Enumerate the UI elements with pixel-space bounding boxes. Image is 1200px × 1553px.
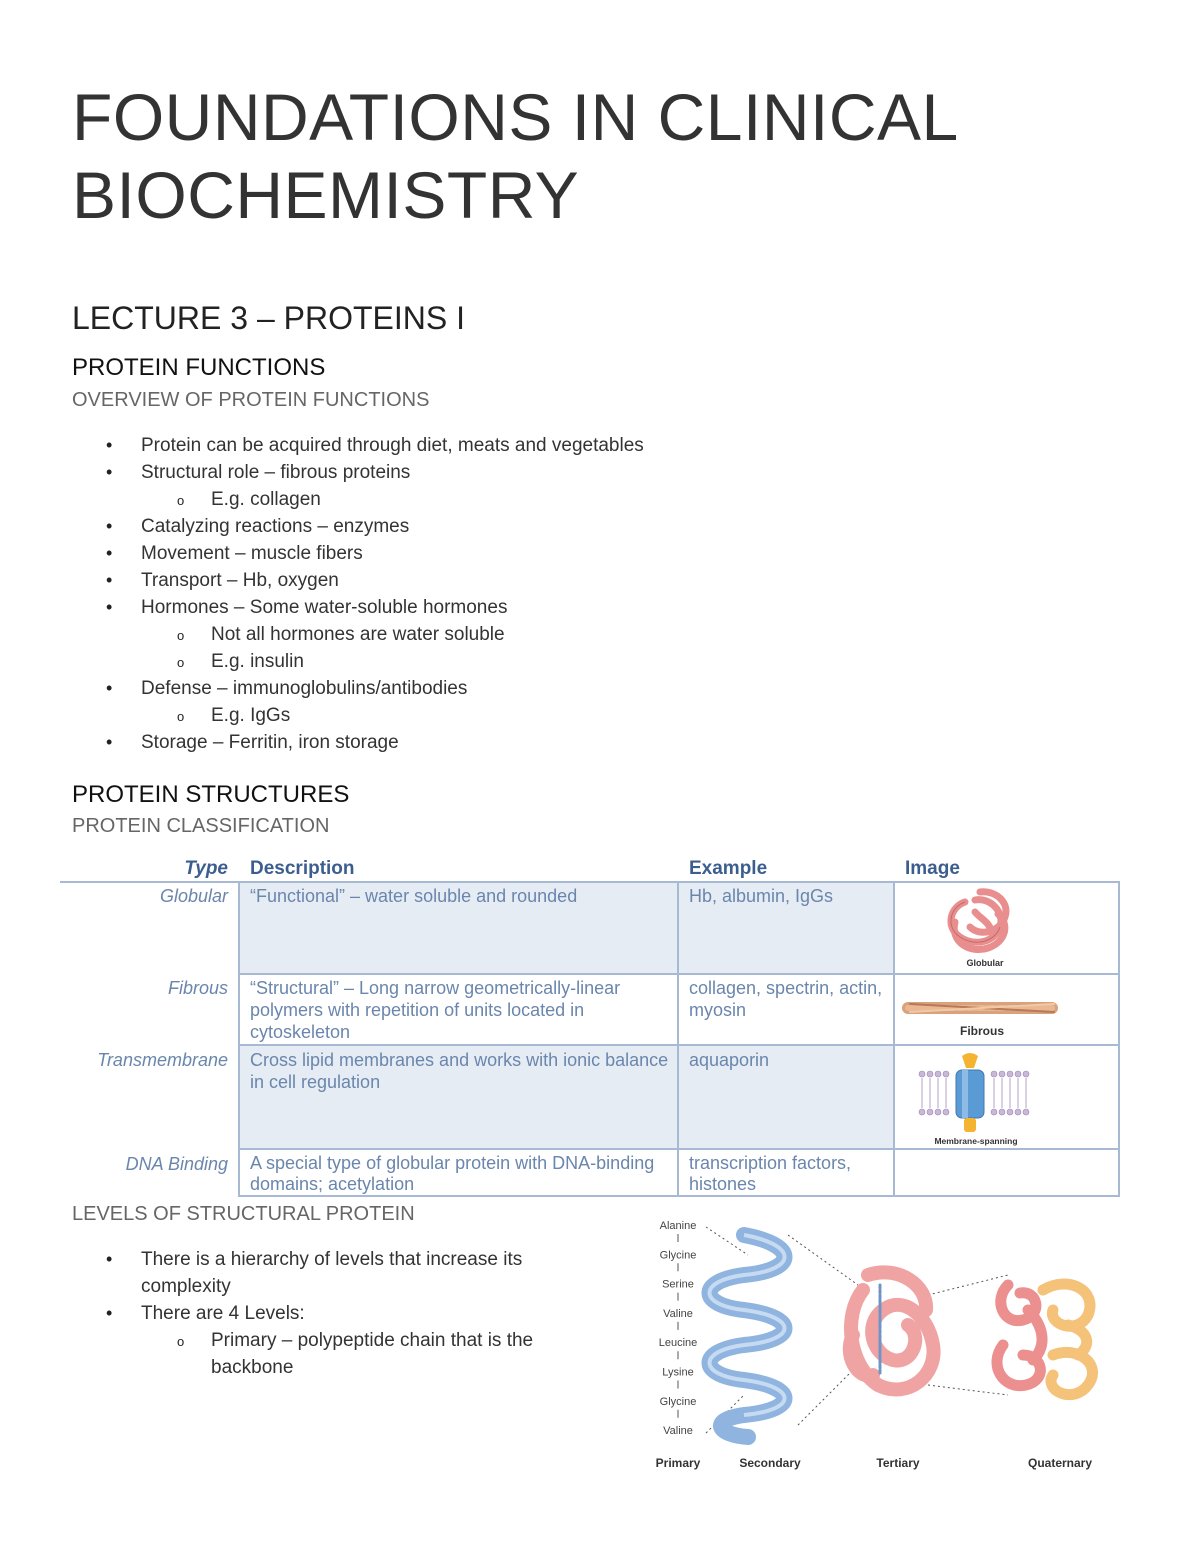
table-header-type: Type [184,858,228,879]
bullet-item: • Catalyzing reactions – enzymes [72,513,872,540]
table-header-example: Example [689,858,768,879]
table-border [238,1195,1120,1197]
fibrous-image-caption: Fibrous [960,1024,1004,1038]
amino-acid-label: Glycine [659,1395,697,1408]
amino-acid-label: Lysine [662,1366,694,1379]
table-cell-description: “Structural” – Long narrow geometrically-linear polymers with repetition of units located in cytoskeleton [250,978,621,1042]
fibrous-protein-image [902,990,1068,1042]
level-labels [656,1456,1093,1470]
structure-level-label: Tertiary [876,1456,920,1470]
bullet-item: • Hormones – Some water-soluble hormones [72,594,872,621]
sub-bullet-item: o E.g. IgGs [72,702,872,729]
sub-bullet-item: o Primary – polypeptide chain that is the backbone [72,1327,592,1381]
table-cell-type: Globular [159,886,228,906]
functions-heading: PROTEIN FUNCTIONS [72,354,326,381]
bullet-item: • There is a hierarchy of levels that increase its complexity [72,1246,592,1300]
table-border [238,973,1120,975]
bullet-item: • There are 4 Levels: [72,1300,592,1327]
table-cell-example: collagen, spectrin, actin, myosin [689,978,883,1020]
amino-acid-label: Alanine [659,1220,697,1232]
structures-heading: PROTEIN STRUCTURES [72,781,350,808]
functions-list [72,432,872,756]
amino-acid-label: Valine [663,1307,693,1320]
structure-level-label: Primary [655,1456,701,1470]
table-cell-description: A special type of globular protein with DNA-binding domains; acetylation [250,1153,655,1194]
table-header-description: Description [250,858,355,879]
lecture-title: LECTURE 3 – PROTEINS I [72,300,465,336]
table-cell-example: Hb, albumin, IgGs [689,886,834,906]
globular-image-caption: Globular [966,958,1004,968]
bullet-item: • Transport – Hb, oxygen [72,567,872,594]
table-cell-example: aquaporin [689,1050,770,1070]
bullet-item: • Structural role – fibrous proteins [72,459,872,486]
protein-structure-levels-figure [648,1215,1108,1485]
bullet-item: • Defense – immunoglobulins/antibodies [72,675,872,702]
levels-subheading: LEVELS OF STRUCTURAL PROTEIN [72,1203,415,1225]
tertiary-structure [850,1272,934,1389]
structures-subheading: PROTEIN CLASSIFICATION [72,815,330,837]
table-header-image: Image [905,858,960,879]
structure-level-label: Secondary [739,1456,801,1470]
table-cell-description: Cross lipid membranes and works with ionic balance in cell regulation [250,1050,669,1092]
table-cell-type: DNA Binding [125,1154,228,1174]
functions-subheading: OVERVIEW OF PROTEIN FUNCTIONS [72,389,430,411]
amino-acid-chain [659,1220,698,1437]
transmembrane-image-caption: Membrane-spanning [934,1136,1018,1146]
amino-acid-label: Glycine [659,1249,697,1262]
amino-acid-label: Valine [663,1425,693,1438]
table-cell-type: Fibrous [167,978,228,998]
sub-bullet-item: o E.g. collagen [72,486,872,513]
levels-list [72,1246,592,1381]
sub-bullet-item: o Not all hormones are water soluble [72,621,872,648]
table-cell-example: transcription factors, histones [689,1153,852,1194]
table-cell-description: “Functional” – water soluble and rounded [250,886,578,906]
amino-acid-label: Leucine [658,1337,698,1350]
table-cell-type: Transmembrane [97,1050,228,1070]
bullet-item: • Protein can be acquired through diet, meats and vegetables [72,432,872,459]
table-border [238,1148,1120,1150]
sub-bullet-item: o E.g. insulin [72,648,872,675]
document-title: FOUNDATIONS IN CLINICAL BIOCHEMISTRY [72,80,957,232]
transmembrane-protein-image [910,1048,1060,1148]
quaternary-structure [997,1284,1093,1395]
structure-level-label: Quaternary [1027,1456,1093,1470]
bullet-item: • Movement – muscle fibers [72,540,872,567]
table-border [238,1044,1120,1046]
globular-protein-image [920,882,1050,972]
bullet-item: • Storage – Ferritin, iron storage [72,729,872,756]
secondary-helix [710,1235,785,1437]
classification-table [60,858,1120,1198]
amino-acid-label: Serine [662,1278,694,1291]
